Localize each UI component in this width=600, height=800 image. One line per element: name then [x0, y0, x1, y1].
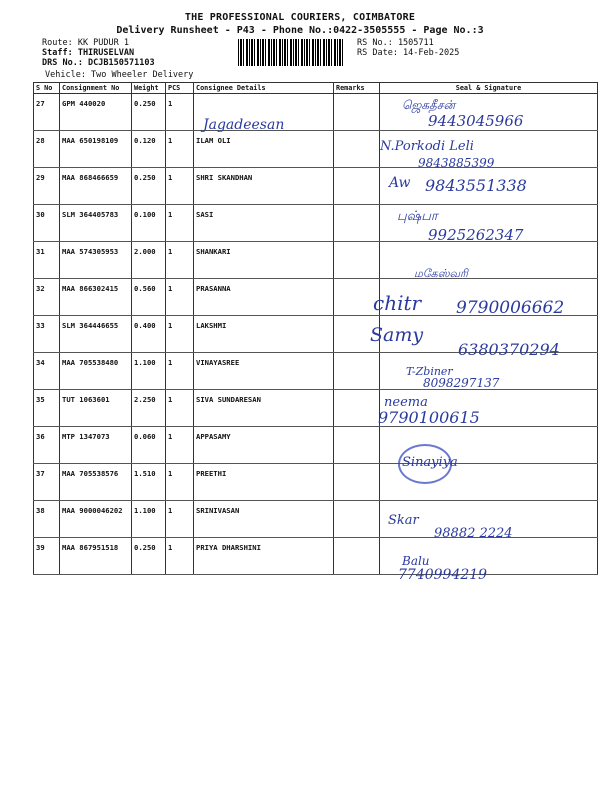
cell-sno: 28 — [34, 131, 60, 168]
meta-right — [357, 38, 459, 58]
cell-sno: 32 — [34, 279, 60, 316]
cell-consignee: PRIYA DHARSHINI — [194, 538, 334, 575]
cell-pcs: 1 — [166, 464, 194, 501]
signature-27: ஜெகதீசன் — [402, 98, 456, 112]
staff-label: Staff: THIRUSELVAN — [42, 48, 135, 59]
phone-39: 7740994219 — [398, 567, 488, 583]
cell-consignment: SLM 364446655 — [60, 316, 132, 353]
cell-pcs: 1 — [166, 353, 194, 390]
table-row — [34, 501, 598, 538]
rs-date: RS Date: 14-Feb-2025 — [357, 48, 460, 59]
cell-sno: 29 — [34, 168, 60, 205]
cell-consignment: TUT 1063601 — [60, 390, 132, 427]
phone-29: 9843551338 — [425, 176, 527, 195]
cell-consignee: LAKSHMI — [194, 316, 334, 353]
cell-consignee: SIVA SUNDARESAN — [194, 390, 334, 427]
signature-36: Sinayiya — [402, 455, 458, 470]
cell-consignment: GPM 440020 — [60, 94, 132, 131]
phone-38: 98882 2224 — [434, 526, 513, 541]
cell-consignee: SRINIVASAN — [194, 501, 334, 538]
cell-consignment: MAA 574305953 — [60, 242, 132, 279]
cell-weight: 1.100 — [132, 501, 166, 538]
cell-consignment: MAA 868466659 — [60, 168, 132, 205]
table-row — [34, 427, 598, 464]
cell-consignment: MAA 650198109 — [60, 131, 132, 168]
signature-39: Balu — [402, 554, 430, 568]
cell-weight: 0.250 — [132, 94, 166, 131]
cell-sno: 30 — [34, 205, 60, 242]
cell-weight: 0.400 — [132, 316, 166, 353]
cell-consignee: ILAM OLI — [194, 131, 334, 168]
cell-pcs: 1 — [166, 242, 194, 279]
signature-32: chitr — [373, 291, 422, 315]
cell-consignment: MAA 705538480 — [60, 353, 132, 390]
cell-sno: 38 — [34, 501, 60, 538]
phone-35: 9790100615 — [378, 408, 480, 427]
cell-remarks — [334, 353, 380, 390]
cell-consignee: SHRI SKANDHAN — [194, 168, 334, 205]
cell-consignment: MAA 9000046202 — [60, 501, 132, 538]
cell-consignment: MTP 1347073 — [60, 427, 132, 464]
cell-remarks — [334, 538, 380, 575]
col-consignment: Consignment No — [60, 83, 132, 94]
phone-27: 9443045966 — [428, 112, 524, 130]
cell-sno: 33 — [34, 316, 60, 353]
cell-weight: 0.120 — [132, 131, 166, 168]
cell-sno: 37 — [34, 464, 60, 501]
phone-34: 8098297137 — [423, 376, 500, 390]
signature-30: புஷ்பா — [397, 209, 438, 224]
cell-consignment: MAA 866302415 — [60, 279, 132, 316]
cell-weight: 2.250 — [132, 390, 166, 427]
table-row — [34, 131, 598, 168]
cell-consignment: MAA 867951518 — [60, 538, 132, 575]
phone-30: 9925262347 — [428, 226, 524, 244]
cell-weight: 2.000 — [132, 242, 166, 279]
table-row — [34, 538, 598, 575]
cell-sno: 39 — [34, 538, 60, 575]
col-weight: Weight — [132, 83, 166, 94]
drs-number: DRS No.: DCJB150571103 — [42, 58, 155, 69]
col-sno: S No — [34, 83, 60, 94]
cell-seal — [380, 242, 598, 279]
table-row — [34, 464, 598, 501]
cell-remarks — [334, 390, 380, 427]
cell-weight: 0.100 — [132, 205, 166, 242]
cell-pcs: 1 — [166, 501, 194, 538]
meta-left — [42, 38, 155, 69]
cell-consignee: SASI — [194, 205, 334, 242]
phone-28: 9843885399 — [418, 156, 495, 170]
cell-consignee: APPASAMY — [194, 427, 334, 464]
cell-remarks — [334, 427, 380, 464]
vehicle-label: Vehicle: Two Wheeler Delivery — [45, 70, 194, 80]
table-header-row — [34, 83, 598, 94]
barcode-image — [238, 39, 344, 66]
signature-35: neema — [384, 395, 428, 410]
route-label: Route: KK PUDUR 1 — [42, 38, 129, 48]
cell-remarks — [334, 205, 380, 242]
cell-pcs: 1 — [166, 316, 194, 353]
cell-consignee: VINAYASREE — [194, 353, 334, 390]
cell-consignment: SLM 364405783 — [60, 205, 132, 242]
phone-33: 6380370294 — [458, 340, 560, 359]
cell-remarks — [334, 131, 380, 168]
cell-sno: 31 — [34, 242, 60, 279]
col-remarks: Remarks — [334, 83, 380, 94]
cell-consignee: PRASANNA — [194, 279, 334, 316]
cell-pcs: 1 — [166, 538, 194, 575]
signature-38: Skar — [388, 513, 419, 528]
col-consignee: Consignee Details — [194, 83, 334, 94]
cell-remarks — [334, 168, 380, 205]
cell-pcs: 1 — [166, 427, 194, 464]
cell-pcs: 1 — [166, 205, 194, 242]
signature-34: T-Zbiner — [406, 365, 453, 378]
table-row — [34, 390, 598, 427]
cell-pcs: 1 — [166, 94, 194, 131]
runsheet-subtitle: Delivery Runsheet - P43 - Phone No.:0422-3505555 - Page No.:3 — [116, 25, 484, 36]
cell-consignee: SHANKARI — [194, 242, 334, 279]
cell-sno: 27 — [34, 94, 60, 131]
signature-33: Samy — [370, 324, 424, 346]
company-title: THE PROFESSIONAL COURIERS, COIMBATORE — [184, 12, 416, 23]
cell-remarks — [334, 94, 380, 131]
phone-32: 9790006662 — [456, 298, 565, 318]
cell-remarks — [334, 242, 380, 279]
cell-sno: 36 — [34, 427, 60, 464]
cell-weight: 0.250 — [132, 538, 166, 575]
cell-weight: 0.560 — [132, 279, 166, 316]
table-row — [34, 242, 598, 279]
cell-weight: 0.060 — [132, 427, 166, 464]
signature-29: Aw — [389, 175, 411, 191]
cell-sno: 35 — [34, 390, 60, 427]
signature-31: மகேஸ்வரி — [414, 267, 468, 280]
cell-pcs: 1 — [166, 390, 194, 427]
col-seal-signature: Seal & Signature — [380, 83, 598, 94]
cell-consignment: MAA 705538576 — [60, 464, 132, 501]
signature-28: N.Porkodi Leli — [380, 139, 474, 154]
rs-number: RS No.: 1505711 — [357, 38, 434, 48]
cell-pcs: 1 — [166, 131, 194, 168]
cell-remarks — [334, 501, 380, 538]
cell-pcs: 1 — [166, 168, 194, 205]
cell-weight: 1.100 — [132, 353, 166, 390]
cell-pcs: 1 — [166, 279, 194, 316]
cell-weight: 1.510 — [132, 464, 166, 501]
cell-remarks — [334, 464, 380, 501]
runsheet-table — [33, 82, 598, 575]
cell-weight: 0.250 — [132, 168, 166, 205]
col-pcs: PCS — [166, 83, 194, 94]
name-27: Jagadeesan — [203, 117, 285, 133]
cell-consignee: PREETHI — [194, 464, 334, 501]
cell-sno: 34 — [34, 353, 60, 390]
